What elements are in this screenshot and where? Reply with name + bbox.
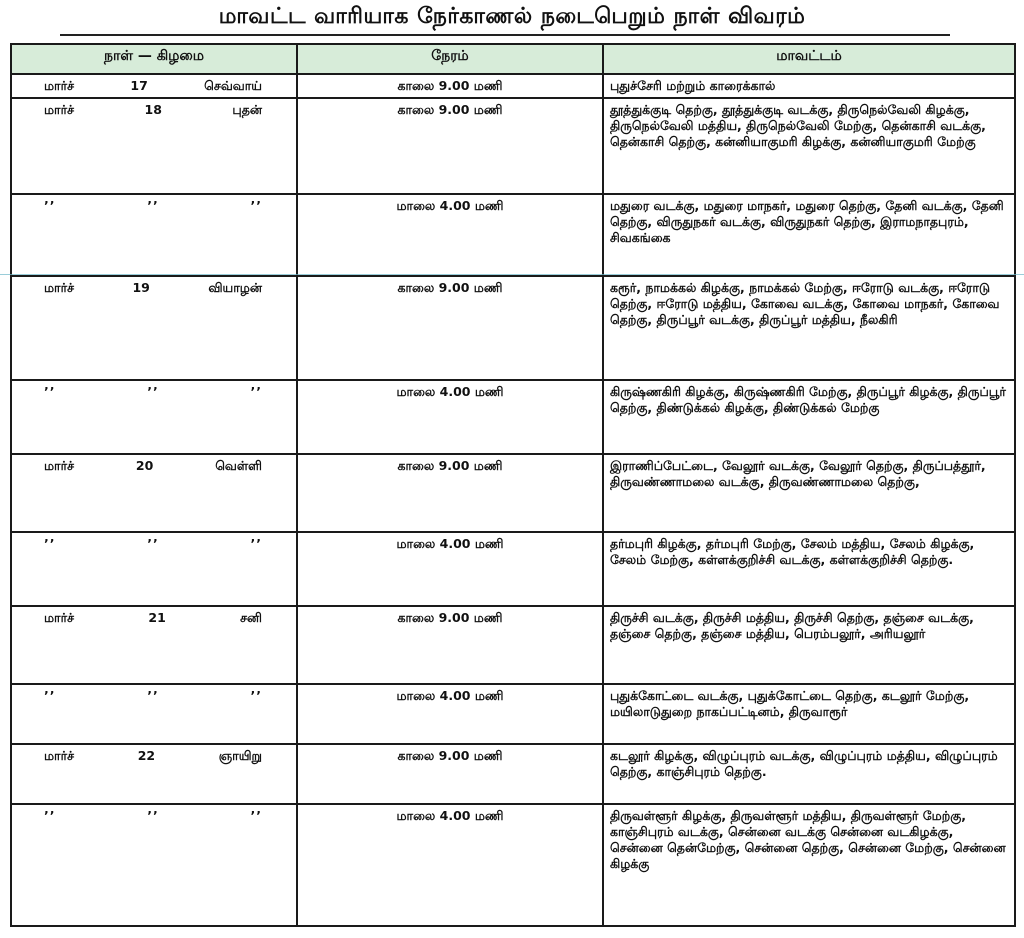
month-text: மார்ச்	[44, 610, 75, 625]
page-title: மாவட்ட வாரியாக நேர்காணல் நடைபெறும் நாள் விவரம்	[218, 4, 806, 29]
header-row	[11, 44, 1015, 74]
table-row	[11, 684, 1015, 744]
ditto-mark: ’’	[44, 384, 56, 399]
date-cell	[11, 744, 297, 804]
header-time: நேரம்	[297, 44, 603, 74]
district-cell: திருச்சி வடக்கு, திருச்சி மத்திய, திருச்சி தெற்கு, தஞ்சை வடக்கு, தஞ்சை தெற்கு, தஞ்சை மத்திய, பெரம்பலூர், அரியலூர்	[603, 606, 1015, 684]
scan-seam	[0, 274, 1024, 275]
date-cell	[11, 194, 297, 276]
time-cell: காலை 9.00 மணி	[297, 74, 603, 98]
district-cell: புதுக்கோட்டை வடக்கு, புதுக்கோட்டை தெற்கு, கடலூர் மேற்கு, மயிலாடுதுறை நாகப்பட்டினம், திருவாரூர்	[603, 684, 1015, 744]
ditto-mark: ’’	[250, 384, 262, 399]
weekday-text: ஞாயிறு	[218, 748, 262, 763]
time-cell: காலை 9.00 மணி	[297, 606, 603, 684]
time-cell: காலை 9.00 மணி	[297, 744, 603, 804]
date-cell	[11, 276, 297, 380]
day-text: 22	[137, 748, 156, 763]
weekday-text: வியாழன்	[208, 280, 262, 295]
date-cell	[11, 454, 297, 532]
table-row	[11, 606, 1015, 684]
time-cell: மாலை 4.00 மணி	[297, 194, 603, 276]
schedule-table	[10, 43, 1016, 927]
day-text: 21	[148, 610, 166, 625]
ditto-mark: ’’	[147, 384, 159, 399]
table-row	[11, 532, 1015, 606]
table-row	[11, 744, 1015, 804]
date-cell	[11, 804, 297, 926]
district-cell: மதுரை வடக்கு, மதுரை மாநகர், மதுரை தெற்கு, தேனி வடக்கு, தேனி தெற்கு, விருதுநகர் வடக்கு, விருதுநகர் தெற்கு, இராமநாதபுரம், சிவகங்கை	[603, 194, 1015, 276]
time-cell: காலை 9.00 மணி	[297, 276, 603, 380]
time-cell: மாலை 4.00 மணி	[297, 532, 603, 606]
header-district: மாவட்டம்	[603, 44, 1015, 74]
district-cell: திருவள்ளூர் கிழக்கு, திருவள்ளூர் மத்திய, திருவள்ளூர் மேற்கு, காஞ்சிபுரம் வடக்கு, சென்னை வடக்கு சென்னை வடகிழக்கு, சென்னை தென்மேற்கு, சென்னை தெற்கு, சென்னை மேற்கு, சென்னை கிழக்கு	[603, 804, 1015, 926]
ditto-mark: ’’	[250, 198, 262, 213]
table-row	[11, 74, 1015, 98]
ditto-mark: ’’	[44, 198, 56, 213]
table-row	[11, 194, 1015, 276]
ditto-mark: ’’	[44, 808, 56, 823]
district-cell: புதுச்சேரி மற்றும் காரைக்கால்	[603, 74, 1015, 98]
table-row	[11, 804, 1015, 926]
table-row	[11, 380, 1015, 454]
weekday-text: செவ்வாய்	[204, 78, 262, 93]
ditto-mark: ’’	[44, 688, 56, 703]
ditto-mark: ’’	[250, 688, 262, 703]
time-cell: காலை 9.00 மணி	[297, 98, 603, 194]
title-underline	[60, 34, 950, 36]
time-cell: மாலை 4.00 மணி	[297, 380, 603, 454]
district-cell: தூத்துக்குடி தெற்கு, தூத்துக்குடி வடக்கு, திருநெல்வேலி கிழக்கு, திருநெல்வேலி மத்திய, திருநெல்வேலி மேற்கு, தென்காசி வடக்கு, தென்காசி தெற்கு, கன்னியாகுமரி கிழக்கு, கன்னியாகுமரி மேற்கு	[603, 98, 1015, 194]
month-text: மார்ச்	[44, 458, 75, 473]
day-text: 18	[144, 102, 162, 117]
day-text: 17	[130, 78, 148, 93]
time-cell: மாலை 4.00 மணி	[297, 684, 603, 744]
date-cell	[11, 606, 297, 684]
district-cell: இராணிப்பேட்டை, வேலூர் வடக்கு, வேலூர் தெற்கு, திருப்பத்தூர், திருவண்ணாமலை வடக்கு, திருவண்ணாமலை தெற்கு,	[603, 454, 1015, 532]
district-cell: கடலூர் கிழக்கு, விழுப்புரம் வடக்கு, விழுப்புரம் மத்திய, விழுப்புரம் தெற்கு, காஞ்சிபுரம் தெற்கு.	[603, 744, 1015, 804]
date-cell	[11, 684, 297, 744]
time-cell: மாலை 4.00 மணி	[297, 804, 603, 926]
month-text: மார்ச்	[44, 102, 75, 117]
ditto-mark: ’’	[147, 198, 159, 213]
schedule-body	[11, 74, 1015, 926]
month-text: மார்ச்	[44, 78, 75, 93]
district-cell: கிருஷ்ணகிரி கிழக்கு, கிருஷ்ணகிரி மேற்கு, திருப்பூர் கிழக்கு, திருப்பூர் தெற்கு, திண்டுக்கல் கிழக்கு, திண்டுக்கல் மேற்கு	[603, 380, 1015, 454]
day-text: 19	[132, 280, 150, 295]
table-row	[11, 454, 1015, 532]
ditto-mark: ’’	[147, 688, 159, 703]
weekday-text: சனி	[240, 610, 262, 625]
ditto-mark: ’’	[250, 808, 262, 823]
date-cell	[11, 98, 297, 194]
table-row	[11, 276, 1015, 380]
district-cell: கரூர், நாமக்கல் கிழக்கு, நாமக்கல் மேற்கு, ஈரோடு வடக்கு, ஈரோடு தெற்கு, ஈரோடு மத்திய, கோவை வடக்கு, கோவை மாநகர், கோவை தெற்கு, திருப்பூர் வடக்கு, திருப்பூர் மத்திய, நீலகிரி	[603, 276, 1015, 380]
weekday-text: வெள்ளி	[215, 458, 262, 473]
table-row	[11, 98, 1015, 194]
weekday-text: புதன்	[232, 102, 262, 117]
date-cell	[11, 380, 297, 454]
district-cell: தர்மபுரி கிழக்கு, தர்மபுரி மேற்கு, சேலம் மத்திய, சேலம் கிழக்கு, சேலம் மேற்கு, கள்ளக்குறிச்சி வடக்கு, கள்ளக்குறிச்சி தெற்கு.	[603, 532, 1015, 606]
day-text: 20	[135, 458, 154, 473]
ditto-mark: ’’	[250, 536, 262, 551]
month-text: மார்ச்	[44, 280, 75, 295]
header-date: நாள் — கிழமை	[11, 44, 297, 74]
ditto-mark: ’’	[147, 536, 159, 551]
date-cell	[11, 74, 297, 98]
date-cell	[11, 532, 297, 606]
ditto-mark: ’’	[147, 808, 159, 823]
ditto-mark: ’’	[44, 536, 56, 551]
time-cell: காலை 9.00 மணி	[297, 454, 603, 532]
month-text: மார்ச்	[44, 748, 75, 763]
